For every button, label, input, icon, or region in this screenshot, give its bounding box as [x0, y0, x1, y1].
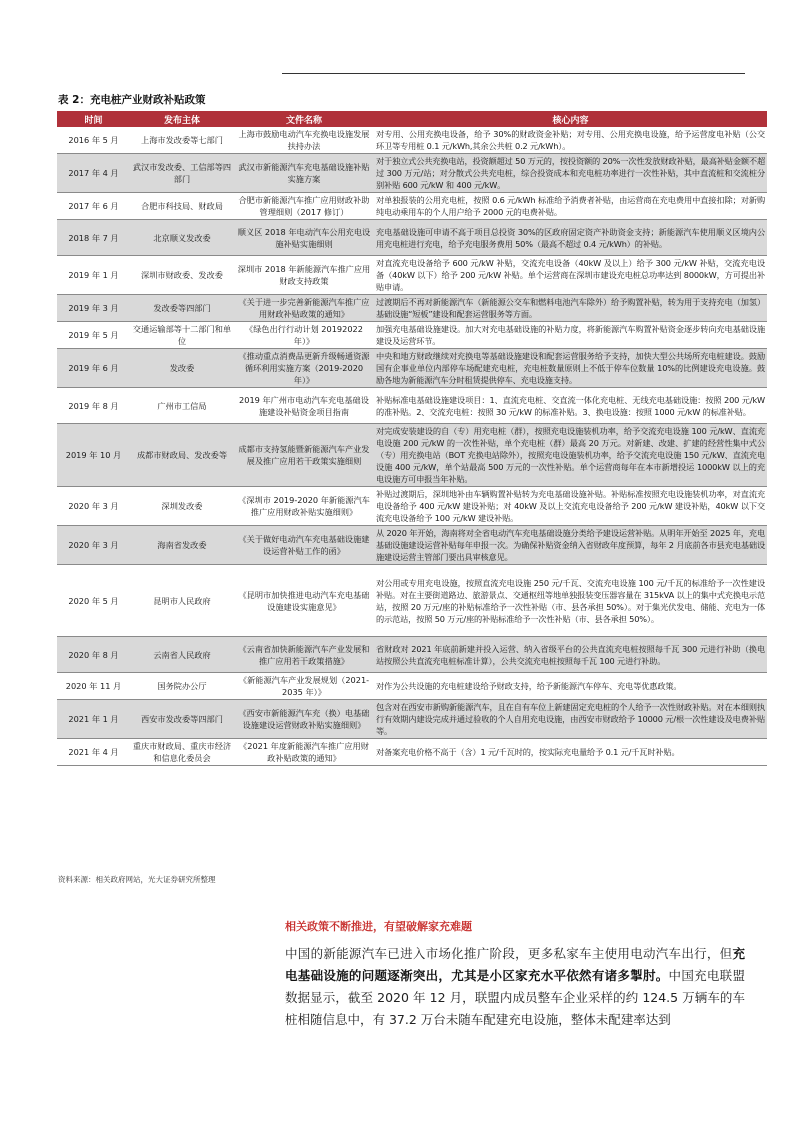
- table-row: [57, 193, 767, 220]
- cell-document: 《云南省加快新能源汽车产业发展和推广应用若干政策措施》: [234, 637, 374, 673]
- source-note: 资料来源：相关政府网站，光大证券研究所整理: [58, 875, 216, 884]
- cell-publisher: 深圳发改委: [130, 487, 234, 526]
- table-row: [57, 424, 767, 487]
- header-content: 核心内容: [374, 111, 767, 127]
- cell-publisher: 云南省人民政府: [130, 637, 234, 673]
- cell-publisher: 深圳市财政委、发改委: [130, 256, 234, 295]
- table-row: [57, 700, 767, 739]
- cell-publisher: 海南省发改委: [130, 526, 234, 565]
- cell-publisher: 发改委等四部门: [130, 295, 234, 322]
- table-row: [57, 637, 767, 673]
- cell-publisher: 北京顺义发改委: [130, 220, 234, 256]
- cell-publisher: 上海市发改委等七部门: [130, 127, 234, 154]
- cell-content: 充电基础设施可申请不高于项目总投资 30%的区政府固定资产补助资金支持；新能源汽车使用顺义区境内公用充电桩进行充电，给予充电服务费用 50%（最高不超过 0.4 元/kWh）的补贴。: [374, 220, 767, 256]
- cell-time: 2021 年 1 月: [57, 700, 130, 739]
- cell-content: 对于独立式公共充换电站，投资额超过 50 万元的，按投资额的 20%一次性发放财政补贴，最高补贴金额不超过 300 万元/站；对分散式公共充电桩，综合投资成本和充电桩功率进行一次性补贴，其中直流桩和交流桩分别补贴 600 元/kW 和 400 元/kW。: [374, 154, 767, 193]
- table-row: [57, 349, 767, 388]
- cell-publisher: 广州市工信局: [130, 388, 234, 424]
- cell-publisher: 西安市发改委等四部门: [130, 700, 234, 739]
- cell-time: 2017 年 6 月: [57, 193, 130, 220]
- cell-document: 2019 年广州市电动汽车充电基础设施建设补贴资金项目指南: [234, 388, 374, 424]
- cell-time: 2021 年 4 月: [57, 739, 130, 766]
- cell-time: 2020 年 11 月: [57, 673, 130, 700]
- subsidy-policy-table: [57, 111, 767, 766]
- cell-content: 省财政对 2021 年底前新建并投入运营、纳入省级平台的公共直流充电桩按照每千瓦 300 元进行补助（换电站按照公共直流充电桩标准计算），公共交流充电桩按照每千瓦 100 元进行补助。: [374, 637, 767, 673]
- cell-time: 2018 年 7 月: [57, 220, 130, 256]
- cell-time: 2019 年 8 月: [57, 388, 130, 424]
- cell-content: 从 2020 年开始，海南将对全省电动汽车充电基础设施分类给予建设运营补贴。从明年开始至 2025 年，充电基础设施建设运营补贴每年申报一次。为确保补贴资金纳入省财政年度预算，每年 2 月底前各市县充电基础设施建设运营主管部门要出具审核意见。: [374, 526, 767, 565]
- cell-time: 2020 年 8 月: [57, 637, 130, 673]
- cell-publisher: 昆明市人民政府: [130, 565, 234, 637]
- cell-document: 《昆明市加快推进电动汽车充电基础设施建设实施意见》: [234, 565, 374, 637]
- cell-document: 《关于进一步完善新能源汽车推广应用财政补贴政策的通知》: [234, 295, 374, 322]
- table-row: [57, 565, 767, 637]
- header-time: 时间: [57, 111, 130, 127]
- cell-publisher: 发改委: [130, 349, 234, 388]
- table-header-row: [57, 111, 767, 127]
- table-row: [57, 487, 767, 526]
- cell-time: 2016 年 5 月: [57, 127, 130, 154]
- cell-publisher: 成都市财政局、发改委等: [130, 424, 234, 487]
- cell-document: 深圳市 2018 年新能源汽车推广应用财政支持政策: [234, 256, 374, 295]
- cell-content: 对单独报装的公用充电桩，按照 0.6 元/kWh 标准给予消费者补贴，由运营商在充电费用中直接扣除；对新购纯电动乘用车的个人用户给予 2000 元的电费补贴。: [374, 193, 767, 220]
- cell-time: 2017 年 4 月: [57, 154, 130, 193]
- cell-content: 对直流充电设备给予 600 元/kW 补贴，交流充电设备（40kW 及以上）给予 300 元/kW 补贴，交流充电设备（40kW 以下）给予 200 元/kW 补贴。单个运营商在深圳市建设充电桩总功率达到 8000kW，方可提出补贴申请。: [374, 256, 767, 295]
- cell-content: 包含对在西安市新购新能源汽车，且在自有车位上新建固定充电桩的个人给予一次性财政补贴。对在本细则执行有效期内建设完成并通过验收的个人自用充电设施，由西安市财政给予 10000 元/根一次性建设及电费补贴等。: [374, 700, 767, 739]
- table-row: [57, 256, 767, 295]
- cell-content: 过渡期后不再对新能源汽车（新能源公交车和燃料电池汽车除外）给予购置补贴，转为用于支持充电（加氢）基础设施“短板”建设和配套运营服务等方面。: [374, 295, 767, 322]
- cell-publisher: 重庆市财政局、重庆市经济和信息化委员会: [130, 739, 234, 766]
- para-bold: 充电基础设施的问题逐渐突出，尤其是小区家充水平依然有诸多掣肘。: [285, 946, 745, 983]
- cell-time: 2019 年 1 月: [57, 256, 130, 295]
- cell-content: 对备案充电价格不高于（含）1 元/千瓦时的，按实际充电量给予 0.1 元/千瓦时补贴。: [374, 739, 767, 766]
- cell-publisher: 合肥市科技局、财政局: [130, 193, 234, 220]
- cell-content: 对作为公共设施的充电桩建设给予财政支持，给予新能源汽车停车、充电等优惠政策。: [374, 673, 767, 700]
- para-tail: 中国充电联盟数据显示，截至 2020 年 12 月，联盟内成员整车企业采样的约 124.5 万辆车的车桩相随信息中，有 37.2 万台未随车配建充电设施，整体未配建率达到: [285, 968, 745, 1027]
- cell-document: 合肥市新能源汽车推广应用财政补助管理细则（2017 修订）: [234, 193, 374, 220]
- table-row: [57, 526, 767, 565]
- cell-document: 武汉市新能源汽车充电基础设施补贴实施方案: [234, 154, 374, 193]
- cell-publisher: 国务院办公厅: [130, 673, 234, 700]
- cell-time: 2020 年 5 月: [57, 565, 130, 637]
- cell-document: 《西安市新能源汽车充（换）电基础设施建设运营财政补贴实施细则》: [234, 700, 374, 739]
- cell-document: 《推动重点消费品更新升级畅通资源循环利用实施方案（2019-2020 年）》: [234, 349, 374, 388]
- section-heading: 相关政策不断推进，有望破解家充难题: [285, 920, 472, 933]
- table-row: [57, 220, 767, 256]
- para-lead: 中国的新能源汽车已进入市场化推广阶段，更多私家车主使用电动汽车出行，但: [285, 946, 733, 961]
- header-rule: [282, 73, 745, 74]
- cell-time: 2019 年 5 月: [57, 322, 130, 349]
- table-row: [57, 739, 767, 766]
- cell-time: 2019 年 3 月: [57, 295, 130, 322]
- cell-document: 《深圳市 2019-2020 年新能源汽车推广应用财政补贴实施细则》: [234, 487, 374, 526]
- cell-document: 《绿色出行行动计划 20192022 年）》: [234, 322, 374, 349]
- cell-document: 上海市鼓励电动汽车充换电设施发展扶持办法: [234, 127, 374, 154]
- cell-content: 加强充电基础设施建设。加大对充电基础设施的补贴力度，将新能源汽车购置补贴资金逐步转向充电基础设施建设及运营环节。: [374, 322, 767, 349]
- cell-content: 对完成安装建设的自（专）用充电桩（群），按照充电设施装机功率，给予交流充电设施 100 元/kW、直流充电设施 200 元/kW 的一次性补贴，单个充电桩（群）最高 20 万元。对新建、改建、扩建的经营性集中式公（专）用充换电站（BOT 充换电站除外），按照充电设施装机功率，给予交流充电设施 150 元/kW、直流充电设施 400 元/kW，单个站最高 500 万元的一次性补贴。单个运营商每年在本市新增投运 1000kW 以上的充电设施方可申报当年补贴。: [374, 424, 767, 487]
- table-row: [57, 154, 767, 193]
- table-title: 表 2：充电桩产业财政补贴政策: [58, 94, 206, 106]
- table-row: [57, 388, 767, 424]
- body-paragraph: [285, 943, 745, 1031]
- table-row: [57, 673, 767, 700]
- cell-document: 成都市支持氢能暨新能源汽车产业发展及推广应用若干政策实施细则: [234, 424, 374, 487]
- header-document: 文件名称: [234, 111, 374, 127]
- header-publisher: 发布主体: [130, 111, 234, 127]
- cell-time: 2019 年 10 月: [57, 424, 130, 487]
- cell-time: 2019 年 6 月: [57, 349, 130, 388]
- cell-publisher: 武汉市发改委、工信部等四部门: [130, 154, 234, 193]
- cell-content: 补贴过渡期后，深圳地补由车辆购置补贴转为充电基础设施补贴。补贴标准按照充电设施装机功率，对直流充电设备给予 400 元/kW 建设补贴；对 40kW 及以上交流充电设备给予 200 元/kW 建设补贴，40kW 以下交流充电设备给予 100 元/kW 建设补贴。: [374, 487, 767, 526]
- cell-time: 2020 年 3 月: [57, 526, 130, 565]
- cell-document: 顺义区 2018 年电动汽车公用充电设施补贴实施细则: [234, 220, 374, 256]
- cell-publisher: 交通运输部等十二部门和单位: [130, 322, 234, 349]
- cell-time: 2020 年 3 月: [57, 487, 130, 526]
- table-row: [57, 295, 767, 322]
- table-row: [57, 127, 767, 154]
- cell-content: 对专用、公用充换电设备，给予 30%的财政资金补贴；对专用、公用充换电设施，给予运营度电补贴（公交环卫等专用桩 0.1 元/kWh,其余公共桩 0.2 元/kWh）。: [374, 127, 767, 154]
- cell-document: 《2021 年度新能源汽车推广应用财政补贴政策的通知》: [234, 739, 374, 766]
- cell-document: 《关于做好电动汽车充电基础设施建设运营补贴工作的函》: [234, 526, 374, 565]
- cell-document: 《新能源汽车产业发展规划（2021-2035 年）》: [234, 673, 374, 700]
- cell-content: 对公用或专用充电设施，按照直流充电设施 250 元/千瓦、交流充电设施 100 元/千瓦的标准给予一次性建设补贴。对在主要街道路边、旅游景点、交通枢纽等地单独报装变压器容量在 315kVA 以上的集中式充换电示范站，按照 20 万元/座的补贴标准给予一次性补贴（市、县各承担 50%）。对于集光伏发电、储能、充电为一体的示范站，按照 50 万元/座的补贴标准给予一次性补贴（市、县各承担 50%）。: [374, 565, 767, 637]
- table-row: [57, 322, 767, 349]
- cell-content: 补贴标准电基础设施建设项目：1、直流充电桩、交直流一体化充电桩、无线充电基础设施：按照 200 元/kW 的准补贴。2、交流充电桩：按照 30 元/kW 的标准补贴。3、换电设施：按照 1000 元/kW 的标准补贴。: [374, 388, 767, 424]
- cell-content: 中央和地方财政继续对充换电等基础设施建设和配套运营服务给予支持，加快大型公共场所充电桩建设。鼓励国有企事业单位内部停车场配建充电桩，充电桩数量原则上不低于停车位数量 10%的比例建设充电设施。鼓励各地为新能源汽车分时租赁提供停车、充电设施支持。: [374, 349, 767, 388]
